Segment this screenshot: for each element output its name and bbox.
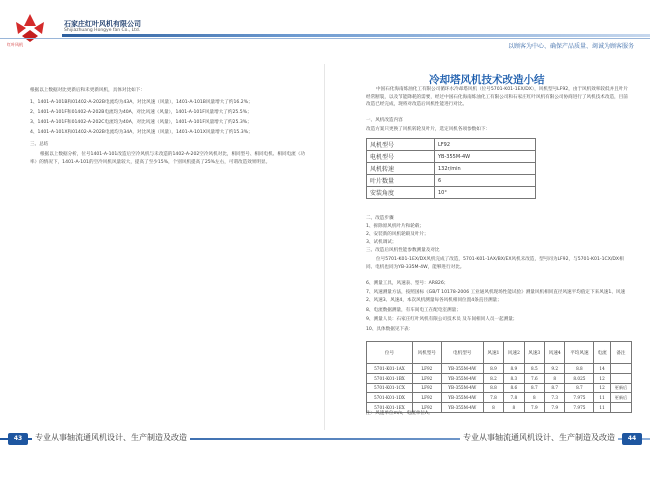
page-number-left: 43: [8, 433, 28, 445]
param-key: 安装角度: [367, 187, 435, 199]
section-3-heading: 三、改造后风机性能参数测量及对比: [366, 248, 440, 253]
left-summary-heading: 三、总结: [30, 142, 49, 147]
column-header: 平均风速: [565, 342, 594, 364]
right-intro: 中国石化海南炼油化工有限公司循环水冷却塔风机（位号5701-K01-1EX/DX），风机型号LF92，由于风机效率较低并且叶片经常断裂，以及节能降耗的需要，经过中国石化海南炼油化工有限公司和石家庄红叶风机有限公司协商进行了风机技术改造，目前改造已经完成，现将对改造后风机性能进行对比。: [366, 87, 628, 108]
param-key: 叶片数量: [367, 175, 435, 187]
table-cell: 11: [594, 403, 610, 413]
table-cell: 更新后: [610, 393, 631, 403]
table-cell: 8.7: [545, 383, 565, 393]
table-cell: 8.7: [524, 383, 544, 393]
table-cell: 8.2: [483, 373, 503, 383]
table-cell: LF92: [412, 373, 441, 383]
table-cell: LF92: [412, 393, 441, 403]
column-header: 风速2: [504, 342, 524, 364]
table-cell: 5701-K01-1BX: [367, 373, 413, 383]
column-header: 位号: [367, 342, 413, 364]
measure-tool: 6、测量工具，风速表、型号：AR826；: [366, 281, 449, 286]
header-rule-thin: [0, 38, 650, 39]
param-row: [367, 175, 536, 187]
measure-staff: 9、测量人员：石家庄红叶风机有限公司技术员 及车间相同人员一起测量；: [366, 317, 518, 322]
table-cell: YB-355M-4W: [441, 383, 483, 393]
table-cell: 8.5: [524, 364, 544, 374]
table-cell: 7.9: [524, 403, 544, 413]
table-cell: 8: [524, 393, 544, 403]
table-cell: LF92: [412, 403, 441, 413]
table-cell: YB-355M-4W: [441, 364, 483, 374]
footer-text-right: 专业从事轴流通风机设计、生产制造及改造: [460, 432, 618, 443]
param-key: 电机型号: [367, 151, 435, 163]
param-value: 132r/min: [435, 163, 536, 175]
table-cell: 12: [594, 383, 610, 393]
param-row: [367, 151, 536, 163]
table-cell: 8.8: [483, 383, 503, 393]
column-header: 风速4: [545, 342, 565, 364]
section-2-heading: 二、改造步骤: [366, 216, 394, 221]
param-row: [367, 139, 536, 151]
company-name-cn: 石家庄红叶风机有限公司: [64, 20, 141, 28]
table-cell: [610, 364, 631, 374]
table-cell: 8.3: [504, 373, 524, 383]
table-cell: 8: [483, 403, 503, 413]
current-measure: 8、电流数据测量，有车间电工在配电室测量；: [366, 308, 461, 313]
table-cell: 7.6: [524, 373, 544, 383]
page-title: 冷却塔风机技术改造小结: [429, 74, 545, 86]
table-row: [367, 383, 632, 393]
table-cell: YB-355M-4W: [441, 373, 483, 383]
column-header: 电流: [594, 342, 610, 364]
step-3: 3、试机调试；: [366, 240, 397, 245]
param-row: [367, 187, 536, 199]
footer-text-left: 专业从事轴流通风机设计、生产制造及改造: [32, 432, 190, 443]
left-item-4: 4、1401-A-101X和01402-A-202B电流均为34A，对比风速（风量），1401-A-101X风量增大了约15.3%；: [30, 130, 253, 135]
measure-method: 7、风速测量方法，按照国标《GB/T 10178-2006 工业通风机现场性能试验》测量风机相同直径风速平均值定下来风速1、风速2、风速3、风速4，本次风机测量每各风机相同位置4条直径测量；: [366, 290, 626, 303]
table-cell: 5701-K01-1CX: [367, 383, 413, 393]
table-cell: 7.9: [545, 403, 565, 413]
table-lead: 10、具体数据见下表：: [366, 327, 414, 332]
column-header: 备注: [610, 342, 631, 364]
table-cell: 7.3: [545, 393, 565, 403]
table-cell: 7.975: [565, 393, 594, 403]
table-cell: 8: [545, 373, 565, 383]
table-cell: 5701-K01-1AX: [367, 364, 413, 374]
table-cell: 更新后: [610, 383, 631, 393]
table-cell: 7.8: [483, 393, 503, 403]
table-cell: 8.025: [565, 373, 594, 383]
table-row: [367, 373, 632, 383]
left-intro: 根据以上数据对比更新后和未更新风机，具体对比如下：: [30, 88, 145, 93]
param-value: 6: [435, 175, 536, 187]
logo-tagline: 红叶风机: [7, 42, 23, 47]
table-row: [367, 393, 632, 403]
table-cell: 12: [594, 373, 610, 383]
left-item-2: 2、1401-A-101F和01402-A-202B电流均为40A，对比风速（风量），1401-A-101F风量增大了约25.5%；: [30, 110, 252, 115]
footer: [0, 430, 650, 450]
param-key: 风机转速: [367, 163, 435, 175]
table-header-row: [367, 342, 632, 364]
column-header: 风速3: [524, 342, 544, 364]
comparison-text: 位号5701-K01-1EX/DX风机完成了改造，5701-K01-1AX/BX/EX风机未改造，型号同为LF92，与5701-K01-1CX/DX相同、电机也同为YB-335M-4W，能够进行对比。: [366, 257, 624, 270]
measurement-table: [366, 341, 632, 413]
step-1: 1、拆除原风机叶片和轮毂；: [366, 224, 425, 229]
header-slogan: 以顾客为中心、确保产品质量、竭诚为顾客服务: [507, 43, 634, 50]
table-cell: 8.7: [565, 383, 594, 393]
table-cell: LF92: [412, 383, 441, 393]
company-name-en: Shijiazhuang Hongye fan Co., Ltd.: [64, 28, 141, 33]
table-cell: 8: [504, 403, 524, 413]
page-gutter: [324, 64, 325, 430]
header: [0, 0, 650, 64]
table-cell: [610, 373, 631, 383]
table-cell: 8.9: [483, 364, 503, 374]
param-value: LF92: [435, 139, 536, 151]
table-note: 注：风速单位m/s，电流单位A。: [366, 411, 433, 416]
table-cell: 5701-K01-1EX: [367, 403, 413, 413]
column-header: 风速1: [483, 342, 503, 364]
table-cell: 7.975: [565, 403, 594, 413]
left-summary-text: 根据以上数据分析，位号1401-A-101改造后空冷风机与未改造的1402-A-202空冷风机对比，相同型号、相同电机、相同电流（功率）的情况下，1401-A-101的空冷风机风量较大，提高了至少15%，个别风机提高了25%左右，可谓改造效果明显。: [30, 152, 305, 165]
table-cell: 7.8: [504, 393, 524, 403]
param-row: [367, 163, 536, 175]
page-number-right: 44: [622, 433, 642, 445]
column-header: 电机型号: [441, 342, 483, 364]
table-cell: 14: [594, 364, 610, 374]
section-1-text: 改造方案只更换了风机转轮及叶片，选定风机各项参数如下：: [366, 127, 491, 132]
param-value: YB-355M-4W: [435, 151, 536, 163]
table-cell: 8.9: [504, 364, 524, 374]
table-cell: 11: [594, 393, 610, 403]
left-item-1: 1、1401-A-101B和01402-A-202B电流均为43A，对比风速（风量），1401-A-101B风量增大了约16.2%；: [30, 100, 253, 105]
fan-params-table: [366, 138, 536, 199]
column-header: 风机型号: [412, 342, 441, 364]
param-key: 风机型号: [367, 139, 435, 151]
table-cell: 8.6: [504, 383, 524, 393]
table-cell: YB-355M-4W: [441, 393, 483, 403]
table-cell: YB-355M-4W: [441, 403, 483, 413]
table-cell: 9.2: [545, 364, 565, 374]
table-row: [367, 364, 632, 374]
step-2: 2、安装新的风机轮毂及叶片；: [366, 232, 429, 237]
table-cell: LF92: [412, 364, 441, 374]
section-1-heading: 一、风机改造内容: [366, 118, 403, 123]
header-rule: [62, 34, 650, 37]
param-value: 10°: [435, 187, 536, 199]
table-cell: 8.8: [565, 364, 594, 374]
left-item-3: 3、1401-A-101F和01402-A-202C电流均为40A，对比风速（风量），1401-A-101F风量增大了约25.3%；: [30, 120, 252, 125]
table-cell: 5701-K01-1DX: [367, 393, 413, 403]
